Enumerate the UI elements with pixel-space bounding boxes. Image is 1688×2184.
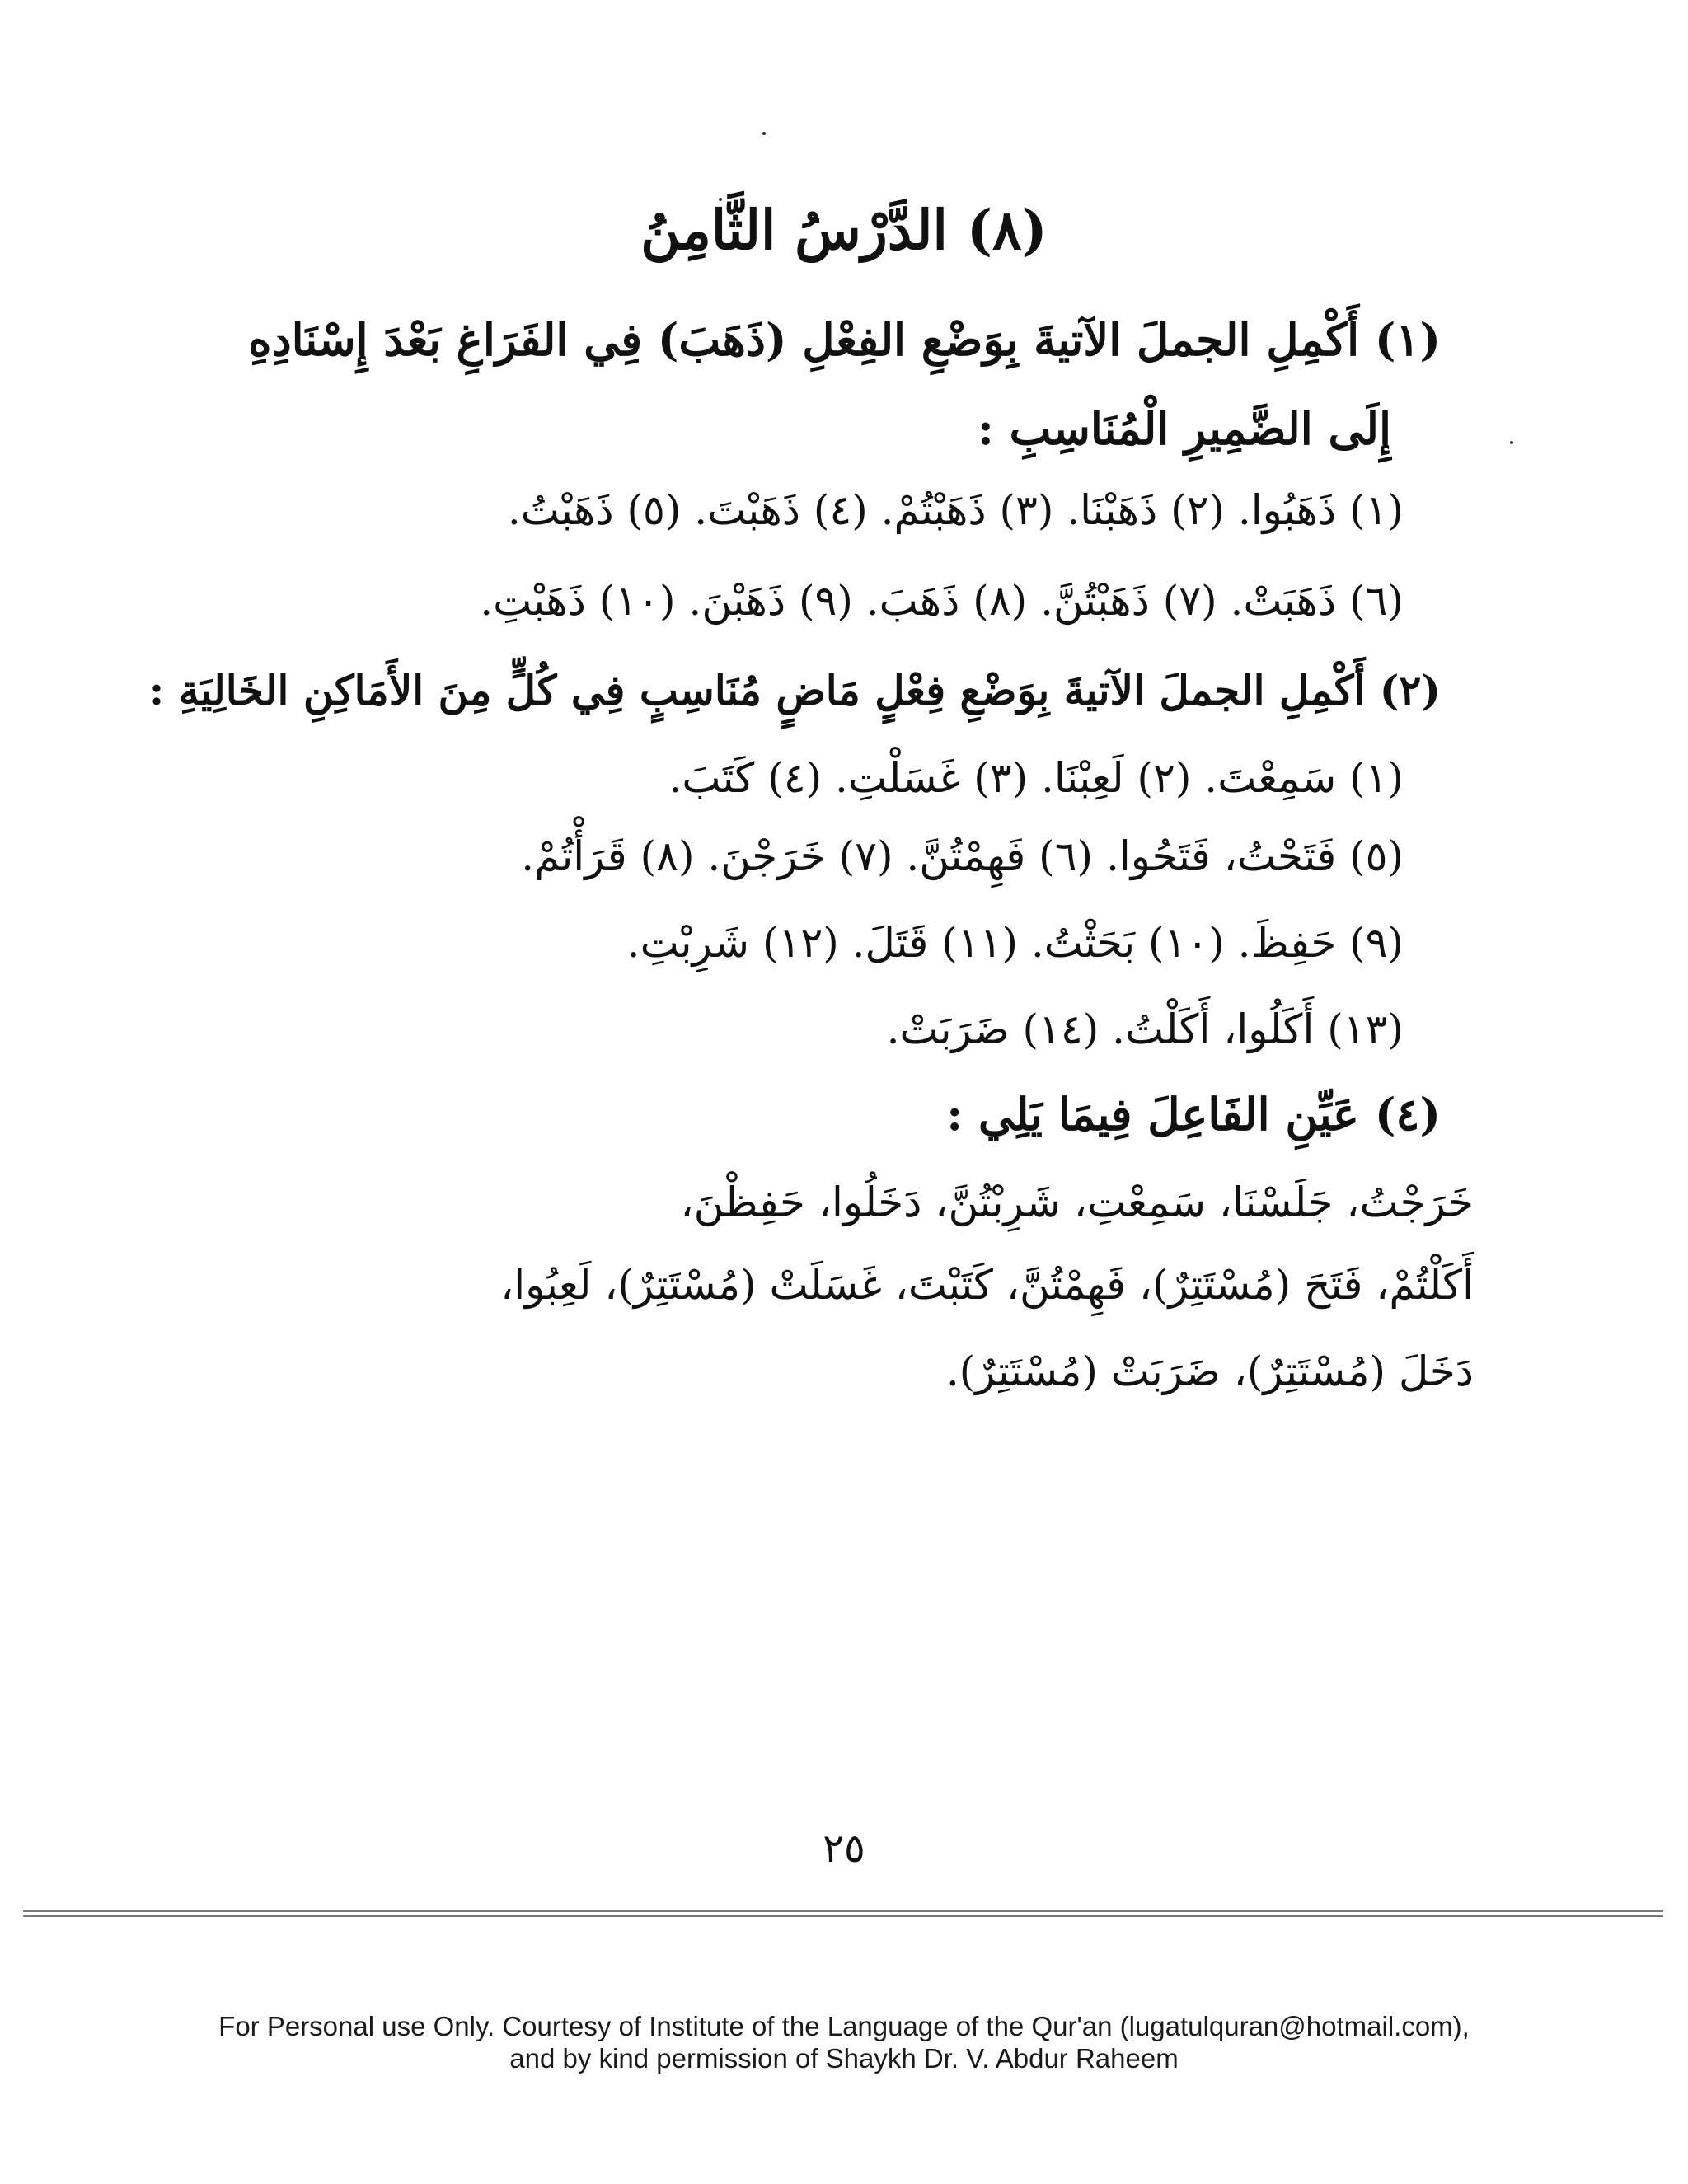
- exercise-2-answer-line: (٩) حَفِظَ. (١٠) بَحَثْتُ. (١١) قَتَلَ. (١٢) شَرِبْتِ.: [626, 919, 1404, 967]
- footer-divider: [23, 1915, 1663, 1917]
- exercise-2-answer-line: (٥) فَتَحْتُ، فَتَحُوا. (٦) فَهِمْتُنَّ. (٧) خَرَجْنَ. (٨) قَرَأْتُمْ.: [521, 832, 1404, 880]
- exercise-1-answer-line: (١) ذَهَبُوا. (٢) ذَهَبْنَا. (٣) ذَهَبْتُمْ. (٤) ذَهَبْتَ. (٥) ذَهَبْتُ.: [507, 486, 1404, 534]
- page-number: ٢٥: [823, 1825, 865, 1872]
- footer-notice: [0, 2011, 1688, 2075]
- exercise-4-text-line: دَخَلَ (مُسْتَتِرٌ)، ضَرَبَتْ (مُسْتَتِرٌ).: [945, 1347, 1474, 1395]
- lesson-title: (٨) الدَّرْسُ الثَّامِنُ: [640, 198, 1048, 262]
- exercise-2-heading: (٢) أَكْمِلِ الجملَ الآتيةَ بِوَضْعِ فِعْلٍ مَاضٍ مُنَاسِبٍ فِي كُلٍّ مِنَ الأَمَاكِنِ الخَالِيَةِ :: [148, 666, 1441, 715]
- footer-divider: [23, 1910, 1663, 1912]
- footer-line: For Personal use Only. Courtesy of Institute of the Language of the Qur'an (lugatulquran@hotmail.com),: [218, 2011, 1470, 2041]
- exercise-1-heading: (١) أَكْمِلِ الجملَ الآتيةَ بِوَضْعِ الفِعْلِ (ذَهَبَ) فِي الفَرَاغِ بَعْدَ إِسْنَادِهِ: [248, 313, 1441, 366]
- scan-speck: [762, 132, 766, 135]
- exercise-1-heading-continued: إِلَى الضَّمِيرِ الْمُنَاسِبِ :: [977, 402, 1391, 455]
- exercise-2-answer-line: (١) سَمِعْتَ. (٢) لَعِبْنَا. (٣) غَسَلْتِ. (٤) كَتَبَ.: [668, 754, 1404, 802]
- exercise-4-text-line: أَكَلْتُمْ، فَتَحَ (مُسْتَتِرٌ)، فَهِمْتُنَّ، كَتَبْتَ، غَسَلَتْ (مُسْتَتِرٌ)، لَعِبُوا،: [500, 1261, 1474, 1309]
- exercise-1-answer-line: (٦) ذَهَبَتْ. (٧) ذَهَبْتُنَّ. (٨) ذَهَبَ. (٩) ذَهَبْنَ. (١٠) ذَهَبْتِ.: [480, 577, 1404, 625]
- exercise-2-answer-line: (١٣) أَكَلُوا، أَكَلْتُ. (١٤) ضَرَبَتْ.: [886, 1005, 1404, 1053]
- exercise-4-text-line: خَرَجْتُ، جَلَسْنَا، سَمِعْتِ، شَرِبْتُنَّ، دَخَلُوا، حَفِظْنَ،: [680, 1179, 1474, 1226]
- exercise-4-heading: (٤) عَيِّنِ الفَاعِلَ فِيمَا يَلِي :: [946, 1088, 1441, 1141]
- scan-speck: [1510, 441, 1513, 444]
- footer-line: and by kind permission of Shaykh Dr. V. Abdur Raheem: [509, 2042, 1179, 2074]
